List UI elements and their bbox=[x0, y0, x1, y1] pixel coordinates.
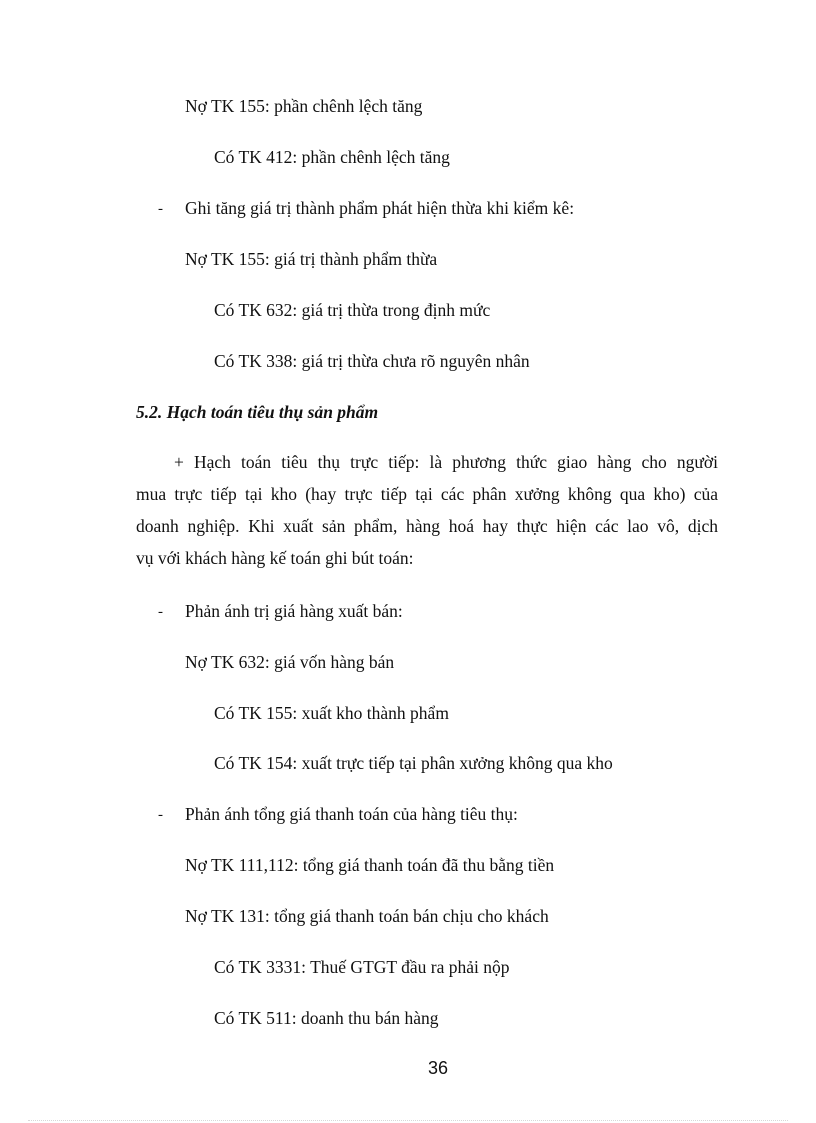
entry-co-155-xuat: Có TK 155: xuất kho thành phẩm bbox=[214, 703, 449, 723]
paragraph-line: mua trực tiếp tại kho (hay trực tiếp tại các phân xưởng không qua kho) của bbox=[136, 484, 718, 504]
entry-no-155-thua: Nợ TK 155: giá trị thành phẩm thừa bbox=[185, 249, 438, 269]
entry-co-154-xuat: Có TK 154: xuất trực tiếp tại phân xưởng không qua kho bbox=[214, 753, 613, 773]
bullet-dash: - bbox=[158, 604, 163, 620]
entry-no-111-112: Nợ TK 111,112: tổng giá thanh toán đã thu bằng tiền bbox=[185, 855, 555, 875]
entry-co-3331: Có TK 3331: Thuế GTGT đầu ra phải nộp bbox=[214, 957, 510, 977]
paragraph-line: + Hạch toán tiêu thụ trực tiếp: là phương thức giao hàng cho người bbox=[174, 452, 718, 472]
page-bottom-rule bbox=[28, 1120, 788, 1121]
entry-co-511: Có TK 511: doanh thu bán hàng bbox=[214, 1008, 439, 1028]
entry-no-155-tang: Nợ TK 155: phần chênh lệch tăng bbox=[185, 96, 423, 116]
page-number: 36 bbox=[427, 1058, 449, 1078]
item-phan-anh-tri-gia: Phản ánh trị giá hàng xuất bán: bbox=[185, 601, 403, 621]
entry-co-338-thua: Có TK 338: giá trị thừa chưa rõ nguyên nhân bbox=[214, 351, 530, 371]
bullet-dash: - bbox=[158, 201, 163, 217]
section-heading: 5.2. Hạch toán tiêu thụ sản phẩm bbox=[136, 402, 379, 422]
bullet-dash: - bbox=[158, 807, 163, 823]
entry-no-131: Nợ TK 131: tổng giá thanh toán bán chịu cho khách bbox=[185, 906, 549, 926]
paragraph-line: doanh nghiệp. Khi xuất sản phẩm, hàng hoá hay thực hiện các lao vô, dịch bbox=[136, 516, 718, 536]
paragraph-tieu-thu-truc-tiep bbox=[136, 446, 718, 574]
item-ghi-tang-thua: Ghi tăng giá trị thành phẩm phát hiện thừa khi kiểm kê: bbox=[185, 198, 575, 218]
entry-no-632: Nợ TK 632: giá vốn hàng bán bbox=[185, 652, 395, 672]
entry-co-632-thua: Có TK 632: giá trị thừa trong định mức bbox=[214, 300, 491, 320]
item-phan-anh-tong-gia: Phản ánh tổng giá thanh toán của hàng tiêu thụ: bbox=[185, 804, 518, 824]
entry-co-412-tang: Có TK 412: phần chênh lệch tăng bbox=[214, 147, 450, 167]
paragraph-line: vụ với khách hàng kế toán ghi bút toán: bbox=[136, 548, 414, 568]
